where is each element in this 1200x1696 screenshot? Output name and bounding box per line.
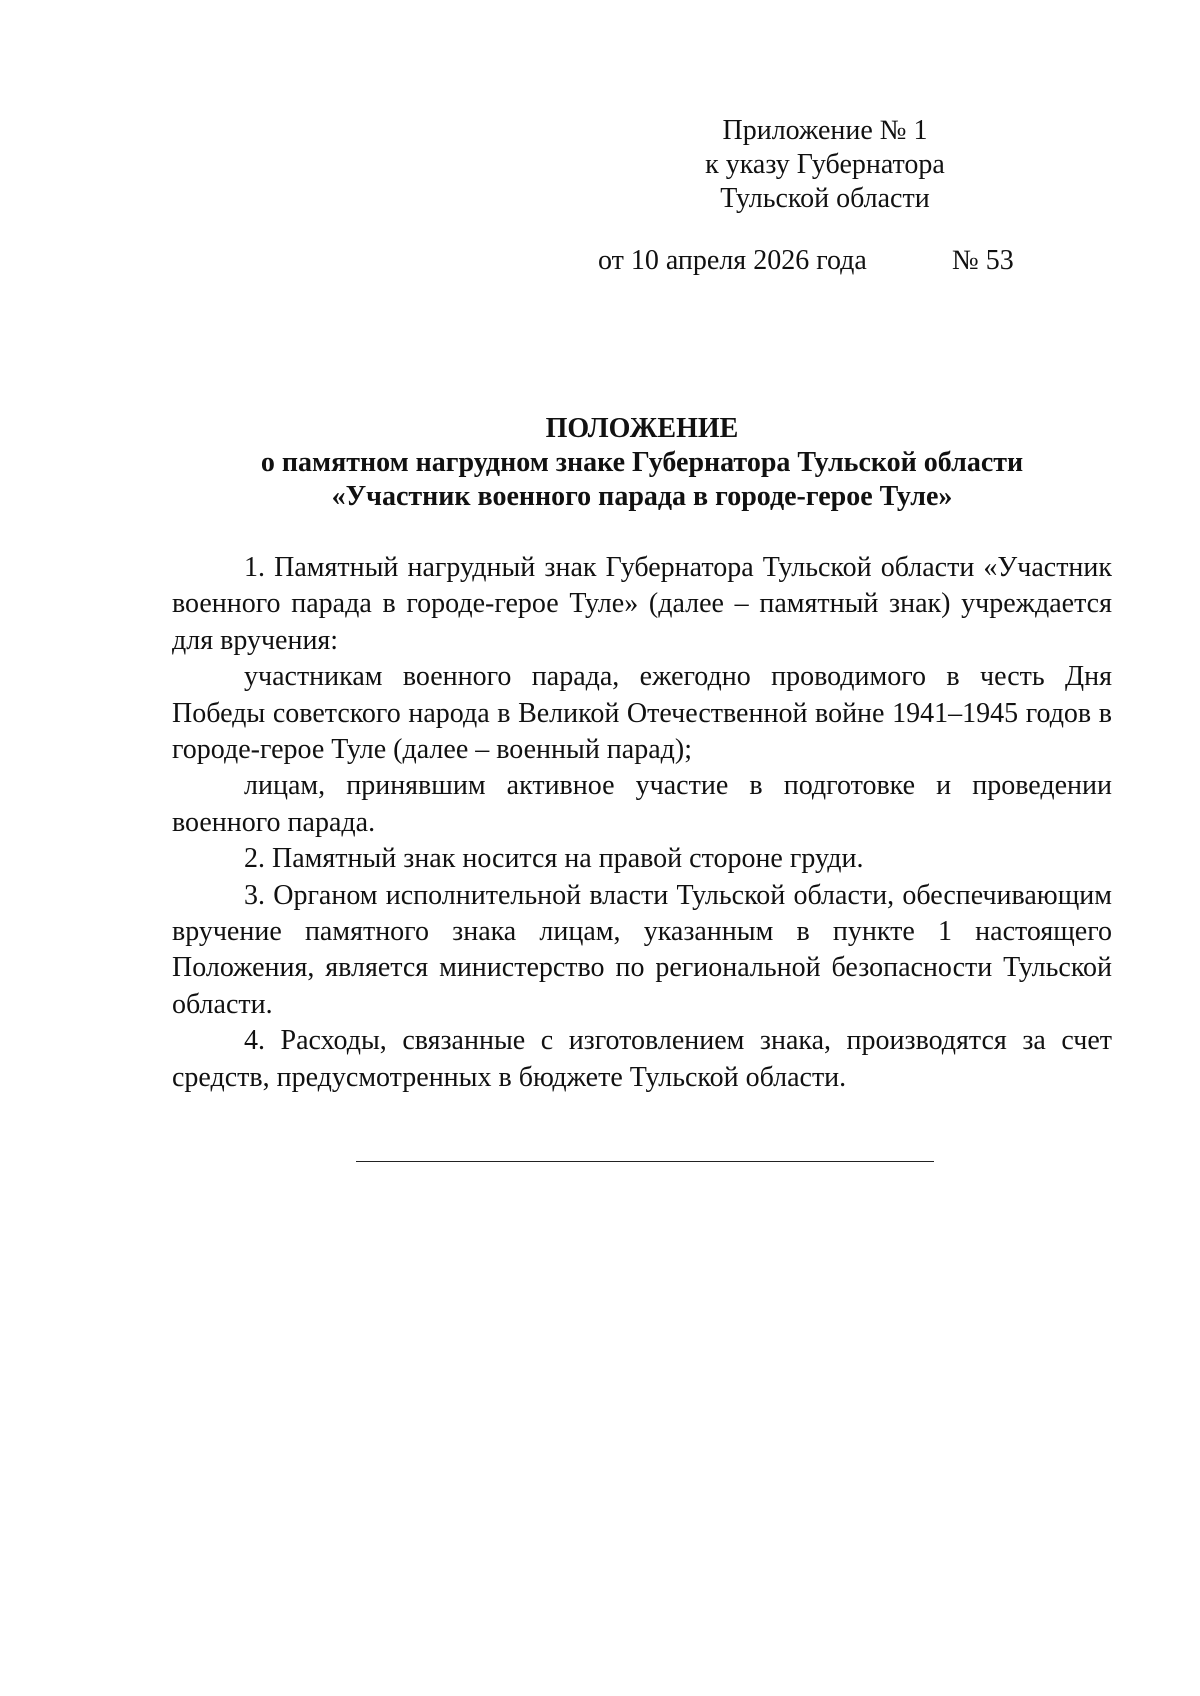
appendix-decree-ref: к указу Губернатора (705, 149, 945, 180)
title-heading: ПОЛОЖЕНИЕ (545, 413, 739, 444)
paragraph-4: 4. Расходы, связанные с изготовлением знака, производятся за счет средств, предусмотренных в бюджете Тульской области. (172, 1025, 1112, 1093)
paragraph-1-item-organizers: лицам, принявшим активное участие в подготовке и проведении военного парада. (172, 770, 1112, 838)
document-body (172, 550, 1112, 1096)
title-subject: о памятном нагрудном знаке Губернатора Тульской области (260, 447, 1024, 478)
paragraph-1: 1. Памятный нагрудный знак Губернатора Тульской области «Участник военного парада в городе-герое Туле» (далее – памятный знак) учреждается для вручения: (172, 552, 1112, 656)
appendix-region: Тульской области (720, 183, 930, 214)
end-divider (356, 1161, 934, 1162)
paragraph-1-item-participants: участникам военного парада, ежегодно проводимого в честь Дня Победы советского народа в Великой Отечественной войне 1941–1945 годов в городе-герое Туле (далее – военный парад); (172, 661, 1112, 766)
document-title (172, 412, 1112, 514)
decree-date: от 10 апреля 2026 года (598, 245, 867, 276)
appendix-number: Приложение № 1 (722, 115, 928, 146)
appendix-header (660, 114, 990, 216)
paragraph-2: 2. Памятный знак носится на правой стороне груди. (244, 843, 864, 875)
title-badge-name: «Участник военного парада в городе-герое Туле» (331, 481, 953, 512)
paragraph-3: 3. Органом исполнительной власти Тульской области, обеспечивающим вручение памятного знака лицам, указанным в пункте 1 настоящего Положения, является министерство по региональной безопасности Тульской области. (172, 879, 1112, 1020)
decree-number: № 53 (952, 245, 1014, 276)
